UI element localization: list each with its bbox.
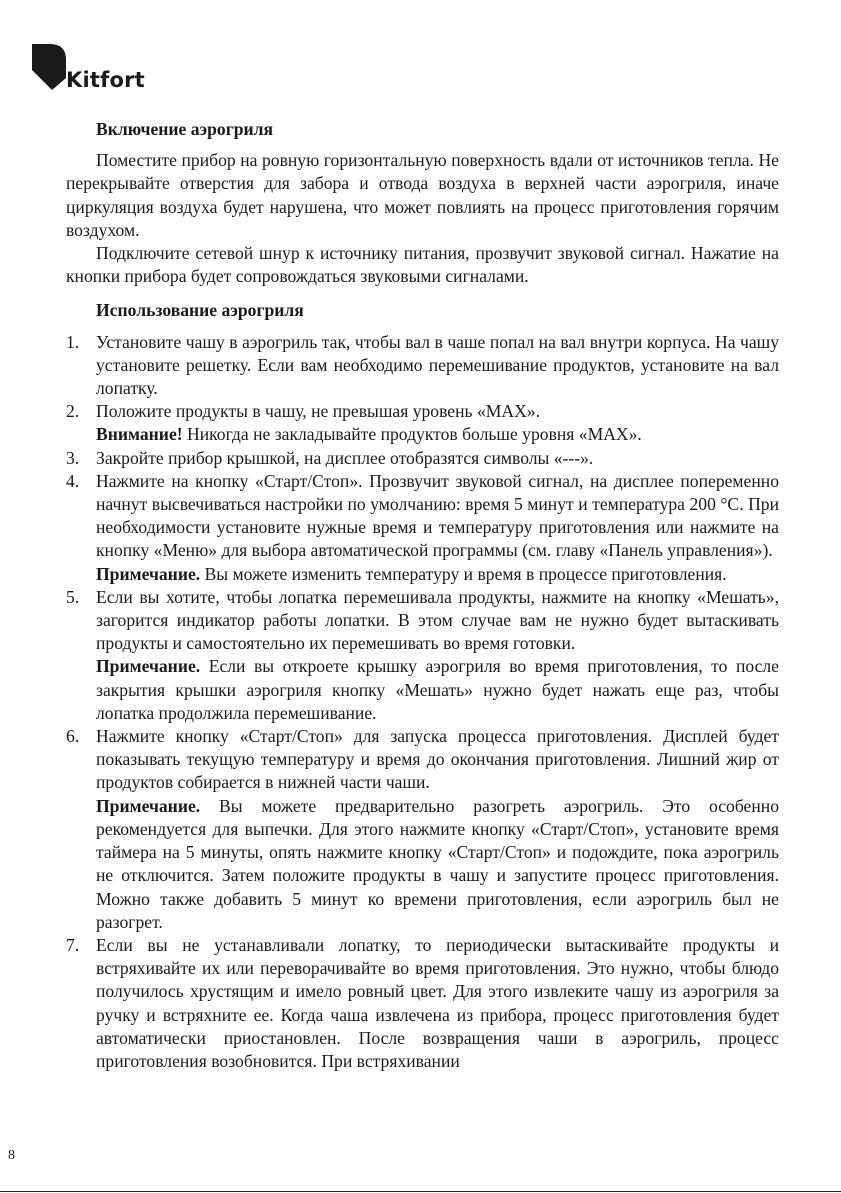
note-label: Примечание. [96, 795, 201, 816]
note-label: Примечание. [96, 563, 201, 584]
step-number: 5. [66, 586, 80, 607]
list-item [66, 447, 779, 470]
paragraph: Поместите прибор на ровную горизонтальную поверхность вдали от источников тепла. Не перекрывайте отверстия для забора и отвода воздуха в верхней части аэрогриля, иначе циркуляция воздуха будет нарушена, что может повлиять на процесс приготовления горячим воздухом. [66, 150, 779, 240]
section-heading-usage: Использование аэрогриля [96, 300, 304, 321]
note-text: Вы можете изменить температуру и время в процессе приготовления. [200, 563, 727, 584]
step-text: Закройте прибор крышкой, на дисплее отобразятся символы «---». [96, 447, 594, 468]
list-item [66, 934, 779, 1073]
step-text: Если вы не устанавливали лопатку, то периодически вытаскивайте продукты и встряхивайте их или переворачивайте во время приготовления. Это нужно, чтобы блюдо получилось хрустящим и имело ровный цвет. Для этого извлеките чашу из аэрогриля за ручку и встряхните ее. Когда чаша извлечена из прибора, процесс приготовления будет автоматически приостановлен. После возвращения чаши в аэрогриль, процесс приготовления возобновится. При встряхивании [96, 934, 779, 1071]
steps-list [66, 331, 779, 1074]
note-text: Если вы откроете крышку аэрогриля во время приготовления, то после закрытия крышки аэрогриля кнопку «Мешать» нужно будет нажать еще раз, чтобы лопатка продолжила перемешивание. [96, 656, 779, 723]
step-note [96, 563, 779, 586]
brand-name: Kitfort [66, 68, 145, 92]
note-label: Внимание! [96, 424, 183, 445]
step-note [96, 655, 779, 725]
page-content [66, 118, 779, 1073]
note-label: Примечание. [96, 656, 201, 677]
list-item [66, 331, 779, 401]
step-number: 2. [66, 401, 80, 422]
step-text: Нажмите на кнопку «Старт/Стоп». Прозвучит звуковой сигнал, на дисплее попеременно начнут высвечиваться настройки по умолчанию: время 5 минут и температура 200 °C. При необходимости установите нужные время и температуру приготовления или нажмите на кнопку «Меню» для выбора автоматической программы (см. главу «Панель управления»). [96, 470, 779, 561]
step-note [96, 795, 779, 934]
step-number: 3. [66, 447, 80, 468]
note-text: Вы можете предварительно разогреть аэрогриль. Это особенно рекомендуется для выпечки. Для этого нажмите кнопку «Старт/Стоп», установите время таймера на 5 минуты, опять нажмите кнопку «Старт/Стоп» и подождите, пока аэрогриль не отключится. Затем положите продукты в чашу и запустите процесс приготовления. Можно также добавить 5 минут ко времени приготовления, если аэрогриль был не разогрет. [96, 795, 779, 932]
note-text: Никогда не закладывайте продуктов больше уровня «MAX». [182, 424, 642, 445]
kitfort-logo-icon [30, 42, 70, 94]
list-item [66, 400, 779, 446]
step-text: Установите чашу в аэрогриль так, чтобы вал в чаше попал на вал внутри корпуса. На чашу установите решетку. Если вам необходимо перемешивание продуктов, установите на вал лопатку. [96, 331, 779, 399]
list-item [66, 586, 779, 725]
page-number: 8 [8, 1148, 15, 1163]
step-number: 6. [66, 726, 80, 747]
page-bottom-rule [0, 1191, 841, 1192]
step-number: 7. [66, 934, 80, 955]
step-text: Положите продукты в чашу, не превышая уровень «MAX». [96, 401, 541, 422]
list-item [66, 470, 779, 586]
step-number: 1. [66, 331, 80, 352]
paragraph: Подключите сетевой шнур к источнику питания, прозвучит звуковой сигнал. Нажатие на кнопки прибора будет сопровождаться звуковыми сигналами. [66, 243, 779, 287]
list-item [66, 725, 779, 934]
section-heading-power-on: Включение аэрогриля [96, 119, 274, 139]
step-note [96, 423, 779, 446]
brand-logo [30, 42, 150, 102]
step-text: Нажмите кнопку «Старт/Стоп» для запуска процесса приготовления. Дисплей будет показывать текущую температуру и время до окончания приготовления. Лишний жир от продуктов собирается в нижней части чаши. [96, 726, 779, 793]
step-number: 4. [66, 470, 80, 491]
step-text: Если вы хотите, чтобы лопатка перемешивала продукты, нажмите на кнопку «Мешать», загорится индикатор работы лопатки. В этом случае вам не нужно будет вытаскивать продукты и самостоятельно их перемешивать во время готовки. [96, 586, 779, 654]
